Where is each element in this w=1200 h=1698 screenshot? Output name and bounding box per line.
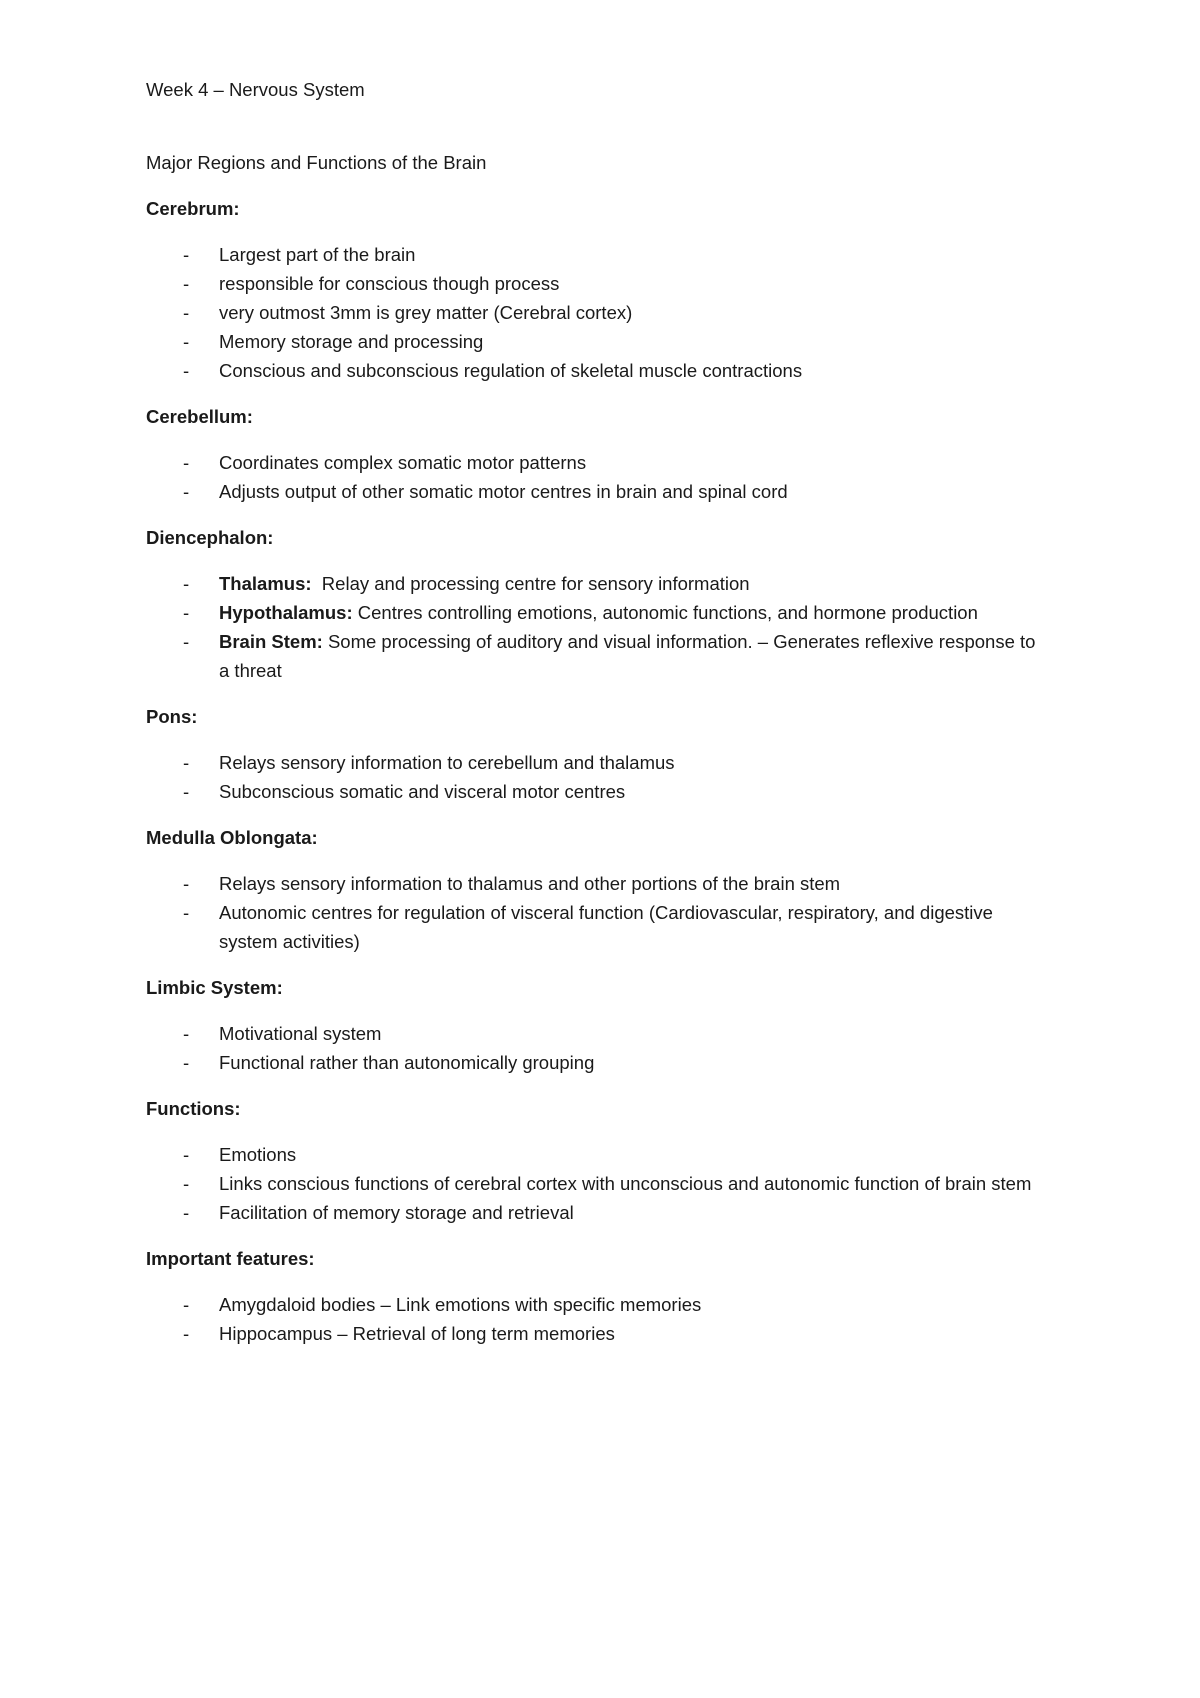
bullet-list: [146, 748, 1046, 806]
dash-bullet-icon: -: [183, 1144, 190, 1165]
bullet-text: Autonomic centres for regulation of visceral function (Cardiovascular, respiratory, and digestive system activities): [219, 902, 999, 952]
dash-bullet-icon: -: [183, 602, 190, 623]
bullet-term: Brain Stem:: [219, 631, 323, 652]
dash-bullet-icon: -: [183, 573, 190, 594]
sections-container: [146, 194, 1046, 1348]
bullet-list: [146, 1290, 1046, 1348]
dash-bullet-icon: -: [183, 1294, 190, 1315]
bullet-item: [146, 627, 1046, 685]
document-title: Week 4 – Nervous System: [146, 79, 365, 100]
bullet-item: [146, 898, 1046, 956]
bullet-text: Facilitation of memory storage and retrieval: [219, 1202, 574, 1223]
dash-bullet-icon: -: [183, 1173, 190, 1194]
bullet-text: Motivational system: [219, 1023, 382, 1044]
section-heading: Important features:: [146, 1248, 315, 1269]
bullet-list: [146, 448, 1046, 506]
section: [146, 194, 1046, 385]
section: [146, 1094, 1046, 1227]
section: [146, 523, 1046, 685]
bullet-text: Amygdaloid bodies – Link emotions with specific memories: [219, 1294, 702, 1315]
dash-bullet-icon: -: [183, 331, 190, 352]
bullet-item: [146, 240, 1046, 269]
bullet-item: [146, 269, 1046, 298]
section: [146, 1244, 1046, 1348]
bullet-text: Links conscious functions of cerebral cortex with unconscious and autonomic function of brain stem: [219, 1173, 1032, 1194]
bullet-item: [146, 569, 1046, 598]
bullet-item: [146, 298, 1046, 327]
bullet-list: [146, 869, 1046, 956]
bullet-item: [146, 1198, 1046, 1227]
bullet-text: Relay and processing centre for sensory information: [311, 573, 750, 594]
bullet-text: Some processing of auditory and visual information. – Generates reflexive response to a threat: [219, 631, 1041, 681]
dash-bullet-icon: -: [183, 631, 190, 652]
bullet-term: Hypothalamus:: [219, 602, 353, 623]
bullet-text: Adjusts output of other somatic motor centres in brain and spinal cord: [219, 481, 788, 502]
dash-bullet-icon: -: [183, 481, 190, 502]
bullet-text: Memory storage and processing: [219, 331, 484, 352]
dash-bullet-icon: -: [183, 902, 190, 923]
bullet-term: Thalamus:: [219, 573, 312, 594]
dash-bullet-icon: -: [183, 452, 190, 473]
dash-bullet-icon: -: [183, 873, 190, 894]
bullet-text: responsible for conscious though process: [219, 273, 560, 294]
dash-bullet-icon: -: [183, 1202, 190, 1223]
bullet-item: [146, 869, 1046, 898]
bullet-item: [146, 1290, 1046, 1319]
bullet-item: [146, 598, 1046, 627]
bullet-item: [146, 1140, 1046, 1169]
bullet-text: Coordinates complex somatic motor patterns: [219, 452, 587, 473]
dash-bullet-icon: -: [183, 360, 190, 381]
bullet-item: [146, 477, 1046, 506]
bullet-text: Conscious and subconscious regulation of skeletal muscle contractions: [219, 360, 803, 381]
dash-bullet-icon: -: [183, 1023, 190, 1044]
dash-bullet-icon: -: [183, 752, 190, 773]
bullet-item: [146, 1048, 1046, 1077]
bullet-item: [146, 1319, 1046, 1348]
bullet-text: Relays sensory information to cerebellum and thalamus: [219, 752, 675, 773]
bullet-item: [146, 777, 1046, 806]
document-subtitle: Major Regions and Functions of the Brain: [146, 152, 487, 173]
bullet-text: Hippocampus – Retrieval of long term memories: [219, 1323, 615, 1344]
bullet-item: [146, 356, 1046, 385]
bullet-item: [146, 327, 1046, 356]
bullet-item: [146, 448, 1046, 477]
dash-bullet-icon: -: [183, 1323, 190, 1344]
bullet-item: [146, 748, 1046, 777]
dash-bullet-icon: -: [183, 1052, 190, 1073]
bullet-list: [146, 569, 1046, 685]
bullet-text: Subconscious somatic and visceral motor centres: [219, 781, 626, 802]
bullet-text: Emotions: [219, 1144, 297, 1165]
bullet-text: Largest part of the brain: [219, 244, 416, 265]
dash-bullet-icon: -: [183, 302, 190, 323]
document-content: [146, 75, 1046, 1348]
section: [146, 973, 1046, 1077]
bullet-text: Centres controlling emotions, autonomic functions, and hormone production: [352, 602, 978, 623]
section-heading: Functions:: [146, 1098, 241, 1119]
bullet-text: very outmost 3mm is grey matter (Cerebral cortex): [219, 302, 633, 323]
section-heading: Medulla Oblongata:: [146, 827, 318, 848]
section-heading: Cerebrum:: [146, 198, 240, 219]
dash-bullet-icon: -: [183, 244, 190, 265]
section-heading: Limbic System:: [146, 977, 283, 998]
dash-bullet-icon: -: [183, 781, 190, 802]
bullet-list: [146, 1019, 1046, 1077]
bullet-item: [146, 1019, 1046, 1048]
section-heading: Pons:: [146, 706, 198, 727]
bullet-list: [146, 240, 1046, 385]
bullet-text: Relays sensory information to thalamus and other portions of the brain stem: [219, 873, 841, 894]
bullet-list: [146, 1140, 1046, 1227]
section: [146, 823, 1046, 956]
section-heading: Cerebellum:: [146, 406, 253, 427]
bullet-text: Functional rather than autonomically grouping: [219, 1052, 595, 1073]
section: [146, 702, 1046, 806]
bullet-item: [146, 1169, 1046, 1198]
dash-bullet-icon: -: [183, 273, 190, 294]
section: [146, 402, 1046, 506]
section-heading: Diencephalon:: [146, 527, 274, 548]
